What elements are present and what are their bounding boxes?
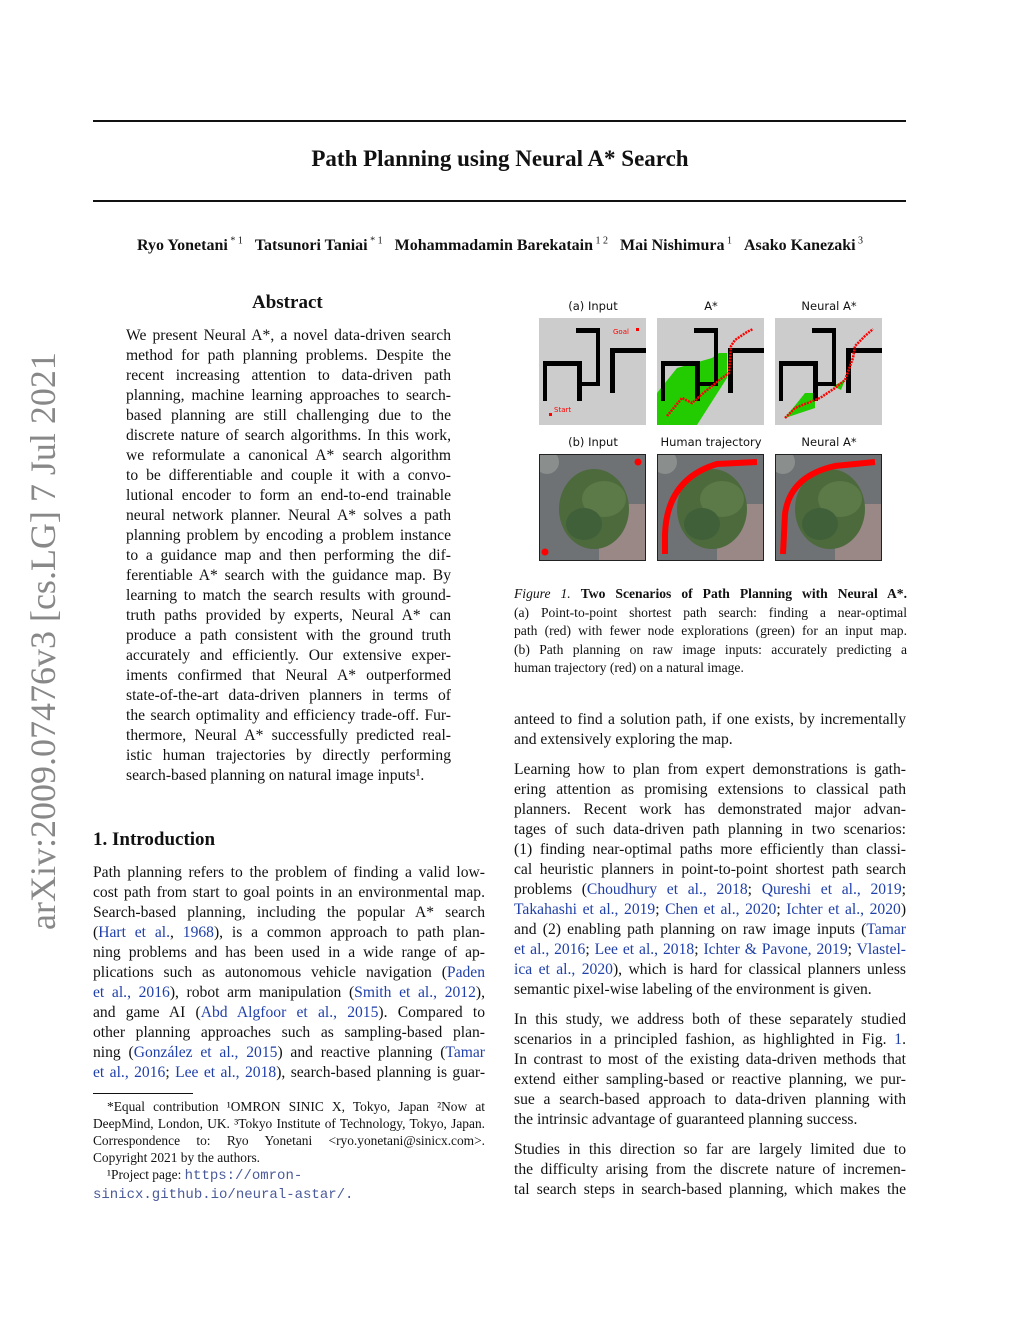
paragraph [514,1010,906,1130]
intro-text [93,863,485,1083]
text-line: the intrinsic advantage of guaranteed planning success. [514,1111,858,1128]
text-span: ; [655,901,666,918]
paragraph [514,1140,906,1200]
intro-heading: 1. Introduction [93,829,216,850]
text-line: cal heuristic planners in point-to-point shortest path search [514,861,906,878]
author-affiliation: 3 [855,236,864,247]
text-line: learning to match the search results with ground- [126,587,451,604]
text-line: human trajectory (red) on a natural image. [514,660,744,675]
text-line: Path planning refers to the problem of finding a valid low- [93,864,485,881]
text-span: ; [847,941,857,958]
footnote-rule [93,1093,193,1094]
author-affiliation: * 1 [367,236,383,247]
text-span: plications such as autonomous vehicle navigation ( [93,964,447,981]
citation-link[interactable]: et al., 2016 [514,941,586,958]
text-line [93,923,485,943]
figure-panel-label: (a) Input [568,299,618,313]
text-line: We present Neural A*, a novel data-driven search [126,327,451,344]
figure-panel-label: Neural A* [801,435,857,449]
text-line: iments confirmed that Neural A* outperformed [126,667,451,684]
citation-link[interactable]: Smith et al., 2012 [354,984,476,1001]
text-line [514,1030,906,1050]
human-trajectory-panel [657,454,764,561]
citation-link[interactable]: Tamar [445,1044,485,1061]
text-line: ning problems and has been used in a wide range of ap- [93,944,485,961]
right-column-text [514,710,906,1210]
text-line [514,920,906,940]
text-span: ( [93,924,99,941]
author [395,237,608,254]
text-line: In this study, we address both of these separately studied [514,1011,906,1028]
text-line: we reformulate a canonical A* search algorithm [126,447,451,464]
text-span: problems ( [514,881,587,898]
text-line: state-of-the-art data-driven planners in terms of [126,687,451,704]
author [744,237,863,254]
author [620,237,732,254]
affiliation-footnote: *Equal contribution ¹OMRON SINIC X, Tokyo, Japan ²Now at DeepMind, London, UK. ³Tokyo Institute of Technology, Tokyo, Japan. Correspondence to: Ryo Yonetani <ryo.yonetani@sinicx.com>. Copyright 2021 by the authors. [93,1099,485,1165]
text-line: based planning are still challenging due to the [126,407,451,424]
figure-panel-label: (b) Input [568,435,618,449]
text-line: Learning how to plan from expert demonstrations is gath- [514,761,906,778]
citation-link[interactable]: Qureshi et al., 2019 [761,881,902,898]
text-line: cost path from start to goal points in an environmental map. [93,884,485,901]
author-list [0,236,1000,255]
text-line [93,1003,485,1023]
text-line: method for path planning problems. Despite the [126,347,451,364]
citation-link[interactable]: Lee et al., 2018 [594,941,695,958]
text-line: and extensively exploring the map. [514,731,733,748]
text-line: In contrast to most of the existing data-driven methods that [514,1051,906,1068]
text-line [93,1063,485,1083]
text-span: ; [585,941,595,958]
paper-title: Path Planning using Neural A* Search [311,146,689,171]
text-line: lutional encoder to form an end-to-end trainable [126,487,451,504]
text-span: . [902,1031,906,1048]
text-span: ) and reactive planning ( [277,1044,446,1061]
text-line: (b) Path planning on raw image inputs: accurately predicting a [514,641,907,657]
figure-panel-label: Neural A* [801,299,857,313]
text-line: the search optimality and efficiency trade-off. Fur- [126,707,451,724]
author-name: Asako Kanezaki [743,237,856,255]
text-span: ; [747,881,762,898]
text-line: planning, machine learning approaches to search- [126,387,451,404]
text-line [514,940,906,960]
text-span: ; [776,901,787,918]
text-line: to be differentiable and couple it with a convo- [126,467,451,484]
citation-link[interactable]: Vlastel- [856,941,906,958]
author-name: Tatsunori Taniai [254,237,368,255]
text-line: ferentiable A* search with the guidance map. By [126,567,451,584]
project-label: ¹Project page: [107,1167,185,1182]
map-input-panel [539,318,646,425]
footnotes [93,1098,485,1204]
text-line [514,960,906,980]
citation-link[interactable]: et al., 2016 [93,1064,166,1081]
text-line: tal search steps in search-based planning, which makes the [514,1181,906,1198]
text-line: Studies in this direction so far are largely limited due to [514,1141,906,1158]
author [137,237,243,254]
text-span: ), search-based planning is guar- [276,1064,486,1081]
citation-link[interactable]: Hart et al. [98,924,171,941]
text-line: (1) finding near-optimal paths more efficiently than classi- [514,841,906,858]
author [255,237,383,254]
text-span: ; [901,881,906,898]
text-line [514,900,906,920]
citation-link[interactable]: Tamar [866,921,906,938]
text-span: ; [694,941,704,958]
paragraph [514,710,906,750]
text-line [93,963,485,983]
abstract-heading: Abstract [252,292,323,313]
text-span: ), is a common approach to path plan- [213,924,486,941]
text-line: extend either sampling-based or reactive planning, we pur- [514,1071,906,1088]
neural-astar-image-panel [775,454,882,561]
text-span: ; [165,1064,176,1081]
text-span: ning ( [93,1044,134,1061]
text-line: planners. Recent work has demonstrated major advan- [514,801,906,818]
text-line: tages of such data-driven path planning in two scenarios: [514,821,906,838]
text-line: (a) Point-to-point shortest path search: finding a near-optimal [514,604,907,620]
text-line: to a guidance map and then performing the dif- [126,547,451,564]
neural-astar-result-panel [775,318,882,425]
caption-label: Figure 1. [514,586,571,601]
svg-text:Goal: Goal [613,328,629,336]
text-span: and game AI ( [93,1004,201,1021]
citation-link[interactable]: ica et al., 2020 [514,961,613,978]
text-line: truth paths provided by experts, Neural A* can [126,607,451,624]
author-name: Mohammadamin Barekatain [394,237,594,255]
text-line: accurately and efficiently. Our extensive exper- [126,647,451,664]
figure-panel-label: Human trajectory [660,435,762,449]
citation-link[interactable]: 1968 [182,924,214,941]
text-line: path (red) with fewer node explorations (green) for an input map. [514,623,907,638]
text-span: ). Compared to [378,1004,486,1021]
author-name: Ryo Yonetani [136,237,228,255]
citation-link[interactable]: Choudhury et al., 2018 [586,881,748,898]
citation-link[interactable]: Chen et al., 2020 [665,901,777,918]
author-affiliation: 1 2 [593,236,609,247]
text-span: ), robot arm manipulation ( [169,984,355,1001]
svg-text:Start: Start [554,406,572,414]
text-line: anteed to find a solution path, if one exists, by incrementally [514,711,906,728]
text-line: thermore, Neural A* successfully predicted real- [126,727,451,744]
text-line: search-based planning on natural image inputs¹. [126,767,425,784]
text-span: , [170,924,183,941]
text-span: and (2) enabling path planning on raw image inputs ( [514,921,867,938]
figure-panel-label: A* [704,299,718,313]
citation-link[interactable]: Ichter et al., 2020 [786,901,901,918]
text-span: ) [900,901,907,918]
text-line: planning problem by encoding a problem instance [126,527,451,544]
figure-caption [514,585,907,678]
citation-link[interactable]: González et al., 2015 [133,1044,278,1061]
author-affiliation: 1 [724,236,732,247]
text-span: ), [475,984,485,1001]
astar-result-panel [657,318,764,425]
citation-link[interactable]: Takahashi et al., 2019 [514,901,656,918]
citation-link[interactable]: et al., 2016 [93,984,170,1001]
text-line: sue a search-based approach to data-driven planning with [514,1091,906,1108]
abstract-text [126,326,451,786]
citation-link[interactable]: Abd Algfoor et al., 2015 [200,1004,379,1021]
author-affiliation: * 1 [227,236,243,247]
project-link[interactable]: https://omron-sinicx.github.io/neural-astar/. [93,1168,354,1203]
text-line: recent increasing attention to data-driven path [126,367,451,384]
text-span: ), which is hard for classical planners unless [612,961,906,978]
citation-link[interactable]: Lee et al., 2018 [175,1064,277,1081]
image-input-panel [539,454,646,561]
text-line: istic human trajectories by directly performing [126,747,451,764]
top-rule [93,120,906,122]
text-line: semantic pixel-wise labeling of the environment is given. [514,981,872,998]
text-line: produce a path consistent with the ground truth [126,627,451,644]
citation-link[interactable]: Ichter & Pavone, 2019 [703,941,848,958]
citation-link[interactable]: Paden [446,964,485,981]
citation-link[interactable]: 1 [894,1031,903,1048]
text-line: ering attention as promising extensions to classical path [514,781,906,798]
text-line [93,983,485,1003]
arxiv-stamp: arXiv:2009.07476v3 [cs.LG] 7 Jul 2021 [23,352,63,930]
author-name: Mai Nishimura [620,237,725,255]
text-line: the difficulty arising from the discrete nature of incremen- [514,1161,906,1178]
text-line: neural network planner. Neural A* solves a path [126,507,451,524]
text-line: other planning approaches such as sampling-based plan- [93,1024,485,1041]
paragraph [514,760,906,1000]
text-line [93,1043,485,1063]
text-line [514,880,906,900]
title-rule [93,200,906,202]
text-span: scenarios in a principled fashion, as highlighted in Fig. [514,1031,895,1048]
text-line: Search-based planning, including the popular A* search [93,904,485,921]
text-line: discrete nature of search algorithms. In this work, [126,427,451,444]
caption-title: Two Scenarios of Path Planning with Neural A*. [580,586,907,601]
